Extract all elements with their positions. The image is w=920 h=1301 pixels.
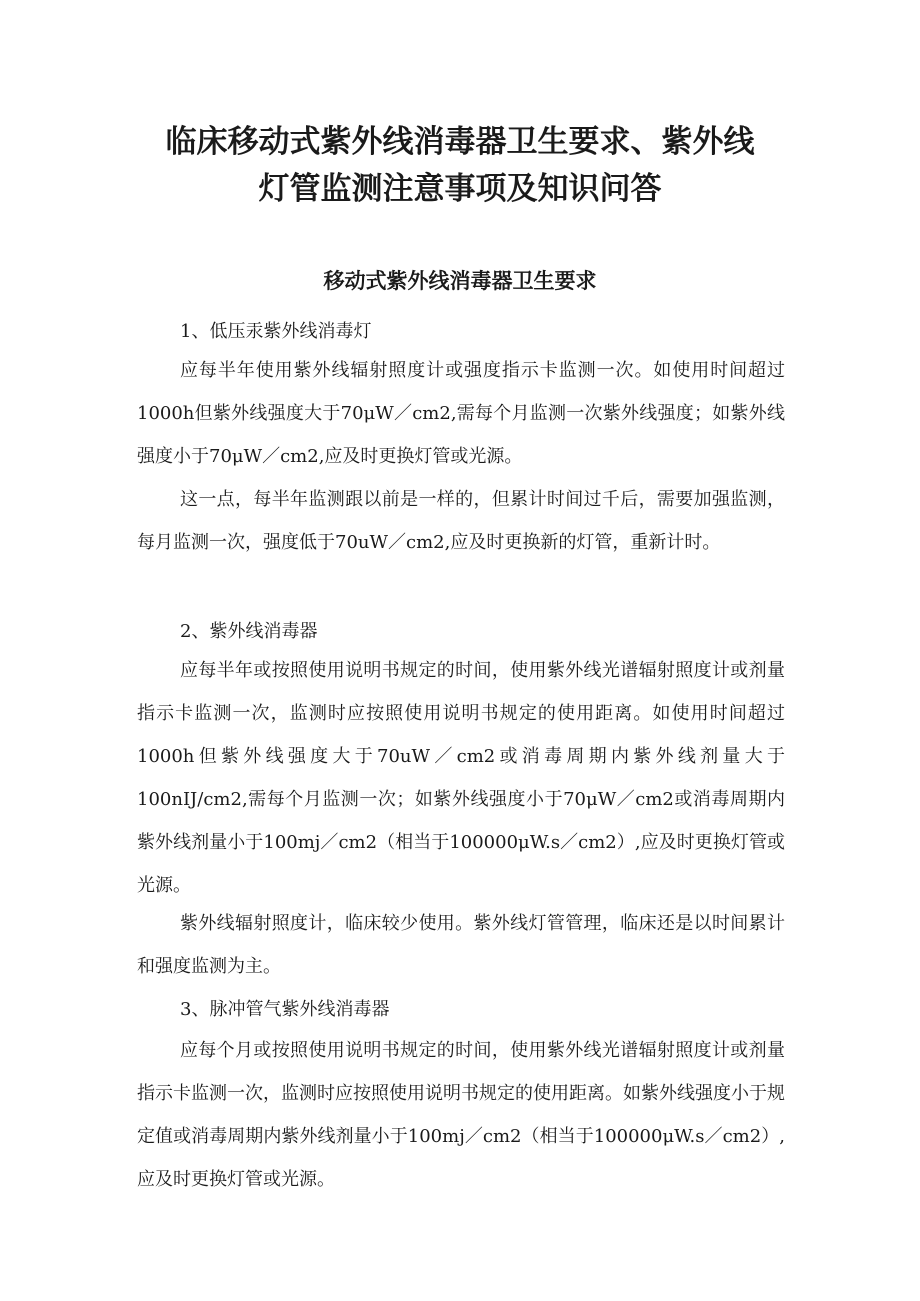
paragraph-2: 这一点，每半年监测跟以前是一样的，但累计时间过千后，需要加强监测，每月监测一次，强度低于70uW／cm2,应及时更换新的灯管，重新计时。	[137, 489, 785, 553]
item-heading-2: 2、紫外线消毒器	[180, 621, 318, 642]
item-heading-1: 1、低压汞紫外线消毒灯	[180, 321, 372, 342]
paragraph-4: 紫外线辐射照度计，临床较少使用。紫外线灯管管理，临床还是以时间累计和强度监测为主。	[137, 913, 785, 977]
section-heading: 移动式紫外线消毒器卫生要求	[323, 269, 597, 293]
document-title-line-1: 临床移动式紫外线消毒器卫生要求、紫外线	[165, 124, 755, 160]
paragraph-5: 应每个月或按照使用说明书规定的时间，使用紫外线光谱辐射照度计或剂量指示卡监测一次，监测时应按照使用说明书规定的使用距离。如紫外线强度小于规定值或消毒周期内紫外线剂量小于100mj／cm2（相当于100000μW.s／cm2）,应及时更换灯管或光源。	[137, 1040, 785, 1190]
paragraph-3: 应每半年或按照使用说明书规定的时间，使用紫外线光谱辐射照度计或剂量指示卡监测一次，监测时应按照使用说明书规定的使用距离。如使用时间超过1000h但紫外线强度大于70uW／cm2或消毒周期内紫外线剂量大于100nIJ/cm2,需每个月监测一次；如紫外线强度小于70μW／cm2或消毒周期内紫外线剂量小于100mj／cm2（相当于100000μW.s／cm2）,应及时更换灯管或光源。	[137, 660, 785, 896]
document-title-line-2: 灯管监测注意事项及知识问答	[258, 171, 662, 207]
item-heading-3: 3、脉冲管气紫外线消毒器	[180, 999, 390, 1020]
paragraph-1: 应每半年使用紫外线辐射照度计或强度指示卡监测一次。如使用时间超过1000h但紫外线强度大于70μW／cm2,需每个月监测一次紫外线强度；如紫外线强度小于70μW／cm2,应及时更换灯管或光源。	[137, 360, 785, 467]
